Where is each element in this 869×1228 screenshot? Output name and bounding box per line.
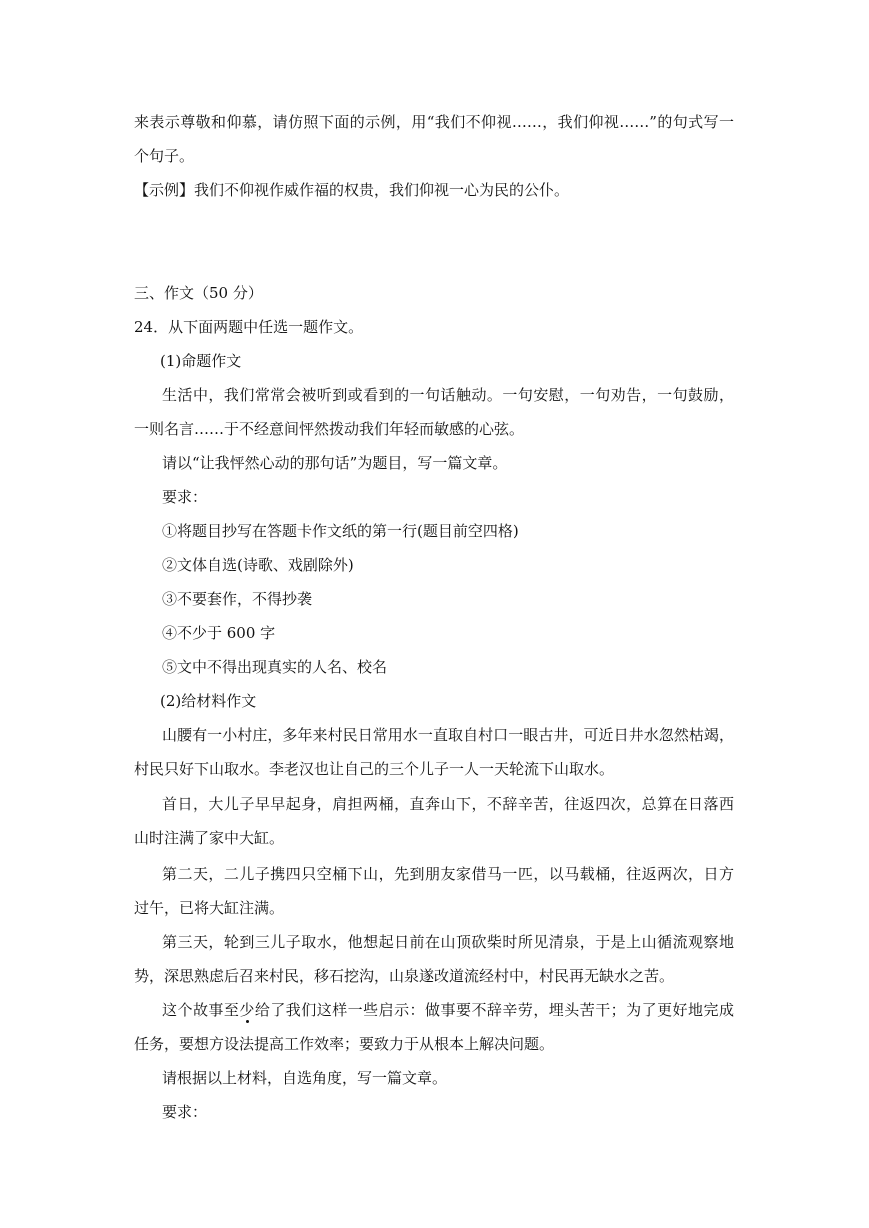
requirement-item: ③不要套作，不得抄袭 bbox=[162, 590, 313, 608]
question-24: 24．从下面两题中任选一题作文。 bbox=[134, 318, 364, 336]
example-label: 【示例】 bbox=[134, 181, 195, 199]
prompt1-title: (1)命题作文 bbox=[160, 352, 242, 370]
material-p1-line-1: 山腰有一小村庄，多年来村民日常用水一直取自村口一眼古井，可近日井水忽然枯竭， bbox=[162, 726, 734, 744]
material-p3-line-1: 第二天，二儿子携四只空桶下山，先到朋友家借马一匹，以马载桶，往返两次，日方 bbox=[162, 865, 734, 883]
requirement-item: ⑤文中不得出现真实的人名、校名 bbox=[162, 658, 388, 676]
material-p5-line-1 bbox=[162, 1000, 734, 1020]
prompt1-intro-line-1: 生活中，我们常常会被听到或看到的一句话触动。一句安慰，一句劝告，一句鼓励， bbox=[162, 386, 734, 404]
material-p4-line-1: 第三天，轮到三儿子取水，他想起日前在山顶砍柴时所见清泉，于是上山循流观察地 bbox=[162, 933, 734, 951]
text-run: 给了我们这样一些启示：做事要不辞辛劳，埋头苦干；为了更好地完成 bbox=[254, 1001, 734, 1019]
requirement-item: ①将题目抄写在答题卡作文纸的第一行(题目前空四格) bbox=[162, 522, 519, 540]
prompt1-intro-line-2: 一则名言……于不经意间怦然拨动我们年轻而敏感的心弦。 bbox=[134, 420, 525, 438]
prompt1-req-label: 要求： bbox=[162, 488, 208, 506]
q23-line-2: 个句子。 bbox=[134, 147, 195, 165]
section-heading: 三、作文（50 分） bbox=[134, 284, 263, 302]
requirement-item: ④不少于 600 字 bbox=[162, 624, 276, 642]
prompt1-task: 请以“让我怦然心动的那句话”为题目，写一篇文章。 bbox=[162, 454, 508, 472]
material-p4-line-2: 势，深思熟虑后召来村民，移石挖沟，山泉遂改道流经村中，村民再无缺水之苦。 bbox=[134, 967, 675, 985]
example-text: 我们不仰视作威作福的权贵，我们仰视一心为民的公仆。 bbox=[194, 181, 570, 199]
material-p2-line-2: 山时注满了家中大缸。 bbox=[134, 829, 285, 847]
emphasis-dot-char: 少 bbox=[239, 1001, 255, 1019]
prompt2-task: 请根据以上材料，自选角度，写一篇文章。 bbox=[162, 1069, 448, 1087]
material-p3-line-2: 过午，已将大缸注满。 bbox=[134, 899, 285, 917]
requirement-item: ②文体自选(诗歌、戏剧除外) bbox=[162, 556, 354, 574]
text-run: 这个故事至 bbox=[162, 1001, 240, 1019]
material-p1-line-2: 村民只好下山取水。李老汉也让自己的三个儿子一人一天轮流下山取水。 bbox=[134, 760, 615, 778]
material-p2-line-1: 首日，大儿子早早起身，肩担两桶，直奔山下，不辞辛苦，往返四次，总算在日落西 bbox=[162, 795, 734, 813]
q23-example bbox=[134, 180, 569, 200]
material-p5-line-2: 任务，要想方设法提高工作效率；要致力于从根本上解决问题。 bbox=[134, 1035, 555, 1053]
q23-line-1: 来表示尊敬和仰慕，请仿照下面的示例，用“我们不仰视……，我们仰视……”的句式写一 bbox=[134, 113, 734, 131]
prompt2-req-label: 要求： bbox=[162, 1103, 208, 1121]
prompt2-title: (2)给材料作文 bbox=[160, 692, 257, 710]
